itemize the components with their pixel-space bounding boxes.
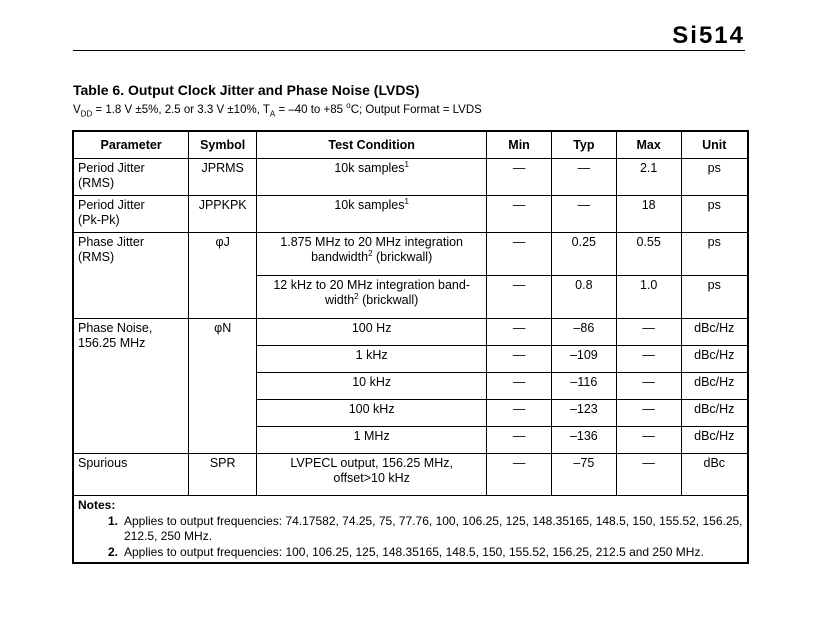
parameter-cell [73, 319, 189, 454]
typ-cell: –116 [551, 373, 616, 400]
typ-cell: –109 [551, 346, 616, 373]
note-number: 2. [107, 545, 118, 559]
table-row [73, 233, 748, 276]
header-symbol: Symbol [189, 131, 257, 159]
condition-text: offset>10 kHz [333, 471, 410, 485]
min-cell: — [487, 346, 552, 373]
note-item [78, 545, 743, 560]
header-typ: Typ [551, 131, 616, 159]
condition-text: 10k samples [334, 161, 405, 175]
footnote-ref: 2 [354, 291, 359, 301]
min-cell: — [487, 373, 552, 400]
vdd-label: V [73, 104, 81, 116]
table-row [73, 159, 748, 196]
condition-cell [257, 454, 487, 496]
unit-cell: ps [681, 159, 748, 196]
parameter-cell [73, 233, 189, 319]
min-cell: — [487, 159, 552, 196]
parameter-cell [73, 159, 189, 196]
table-row [73, 196, 748, 233]
condition-text: 1.875 MHz to 20 MHz integration [280, 235, 464, 249]
table-row [73, 319, 748, 346]
spec-table [72, 130, 749, 564]
vdd-subscript: DD [80, 109, 93, 119]
degree-superscript: o [346, 101, 351, 111]
unit-cell: dBc/Hz [681, 319, 748, 346]
parameter-line: 156.25 MHz [78, 336, 146, 350]
condition-cell [257, 276, 487, 319]
symbol-cell: JPRMS [189, 159, 257, 196]
header-min: Min [487, 131, 552, 159]
notes-title: Notes: [78, 498, 116, 512]
min-cell: — [487, 454, 552, 496]
min-cell: — [487, 427, 552, 454]
typ-cell: — [551, 196, 616, 233]
note-text: Applies to output frequencies: 74.17582, 74.25, 75, 77.76, 100, 106.25, 125, 148.35165, 148.5, 150, 155.52, 156.25, 212.5, 250 MHz. [124, 514, 743, 543]
min-cell: — [487, 196, 552, 233]
typ-cell: –75 [551, 454, 616, 496]
footnote-ref: 2 [368, 248, 373, 258]
typ-cell: — [551, 159, 616, 196]
table-header-row [73, 131, 748, 159]
max-cell: 0.55 [616, 233, 681, 276]
max-cell: — [616, 427, 681, 454]
unit-cell: ps [681, 233, 748, 276]
vdd-text: = 1.8 V ±5%, 2.5 or 3.3 V ±10%, T [92, 104, 270, 116]
header-test-condition: Test Condition [257, 131, 487, 159]
header-max: Max [616, 131, 681, 159]
table-row [73, 454, 748, 496]
parameter-line: (Pk-Pk) [78, 213, 120, 227]
typ-cell: 0.8 [551, 276, 616, 319]
unit-cell: ps [681, 196, 748, 233]
document-header-title: Si514 [672, 22, 745, 49]
ta-text: = –40 to +85 [275, 104, 347, 116]
max-cell: 2.1 [616, 159, 681, 196]
notes-cell [73, 496, 748, 564]
typ-cell: 0.25 [551, 233, 616, 276]
condition-cell: 1 MHz [257, 427, 487, 454]
unit-cell: dBc/Hz [681, 346, 748, 373]
condition-cell: 100 kHz [257, 400, 487, 427]
condition-cell [257, 196, 487, 233]
parameter-line: Period Jitter [78, 198, 145, 212]
max-cell: 18 [616, 196, 681, 233]
min-cell: — [487, 233, 552, 276]
min-cell: — [487, 319, 552, 346]
max-cell: — [616, 319, 681, 346]
max-cell: — [616, 454, 681, 496]
condition-cell: 1 kHz [257, 346, 487, 373]
typ-cell: –123 [551, 400, 616, 427]
min-cell: — [487, 400, 552, 427]
max-cell: 1.0 [616, 276, 681, 319]
condition-cell: 100 Hz [257, 319, 487, 346]
condition-cell [257, 233, 487, 276]
condition-text: (brickwall) [358, 293, 419, 307]
min-cell: — [487, 276, 552, 319]
parameter-cell [73, 196, 189, 233]
symbol-cell: JPPKPK [189, 196, 257, 233]
symbol-cell: SPR [189, 454, 257, 496]
condition-text: LVPECL output, 156.25 MHz, [290, 456, 453, 470]
max-cell: — [616, 346, 681, 373]
parameter-line: Period Jitter [78, 161, 145, 175]
parameter-line: Phase Noise, [78, 321, 153, 335]
header-unit: Unit [681, 131, 748, 159]
unit-cell: dBc/Hz [681, 373, 748, 400]
condition-text: (brickwall) [372, 250, 433, 264]
note-item [78, 514, 743, 544]
unit-cell: dBc/Hz [681, 427, 748, 454]
header-parameter: Parameter [73, 131, 189, 159]
table-conditions [73, 101, 482, 119]
table-caption: Table 6. Output Clock Jitter and Phase Noise (LVDS) [73, 82, 420, 98]
max-cell: — [616, 373, 681, 400]
max-cell: — [616, 400, 681, 427]
unit-cell: dBc [681, 454, 748, 496]
footnote-ref: 1 [404, 159, 409, 169]
symbol-cell: φN [189, 319, 257, 454]
typ-cell: –136 [551, 427, 616, 454]
note-text: Applies to output frequencies: 100, 106.25, 125, 148.35165, 148.5, 150, 155.52, 156.25, 212.5 and 250 MHz. [124, 545, 704, 559]
parameter-cell: Spurious [73, 454, 189, 496]
conditions-end-text: C; Output Format = LVDS [350, 104, 482, 116]
symbol-cell: φJ [189, 233, 257, 319]
condition-cell [257, 159, 487, 196]
parameter-line: (RMS) [78, 250, 115, 264]
ta-subscript: A [269, 109, 276, 119]
footnote-ref: 1 [404, 196, 409, 206]
unit-cell: ps [681, 276, 748, 319]
header-rule [73, 50, 745, 51]
condition-text: width [324, 293, 355, 307]
note-number: 1. [107, 514, 118, 528]
typ-cell: –86 [551, 319, 616, 346]
parameter-line: (RMS) [78, 176, 115, 190]
parameter-line: Phase Jitter [78, 235, 145, 249]
unit-cell: dBc/Hz [681, 400, 748, 427]
condition-cell: 10 kHz [257, 373, 487, 400]
condition-text: bandwidth [311, 250, 369, 264]
condition-text: 10k samples [334, 198, 405, 212]
condition-text: 12 kHz to 20 MHz integration band- [273, 278, 470, 292]
notes-row [73, 496, 748, 564]
